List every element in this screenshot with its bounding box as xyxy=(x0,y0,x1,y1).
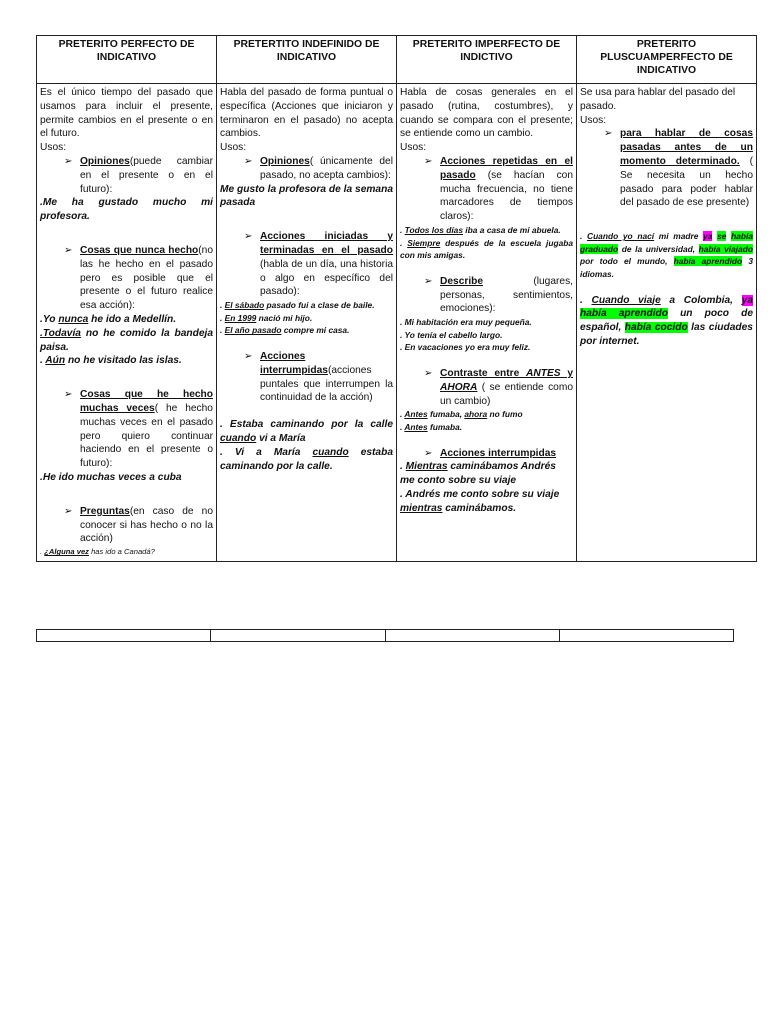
indefinido-bullet-opiniones xyxy=(220,155,393,183)
bullet-text: ( se entiende como un cambio) xyxy=(440,381,573,407)
imperfecto-bullet-describe xyxy=(400,275,573,316)
arrow-bullet-icon: ➢ xyxy=(64,155,73,167)
arrow-bullet-icon: ➢ xyxy=(244,231,253,243)
indefinido-example-6: . Vi a María cuando estaba caminando por la calle. xyxy=(220,446,393,472)
perfecto-bullet-nunca xyxy=(40,244,213,313)
imperfecto-example-5: . En vacaciones yo era muy feliz. xyxy=(400,342,531,353)
imperfecto-bullet-contraste: ➢ Contraste entre ANTES y AHORA ( se entiende como un cambio) xyxy=(424,367,574,407)
empty-cell xyxy=(37,630,211,642)
bullet-text: (lugares, personas, sentimientos, emociones): xyxy=(440,275,573,315)
arrow-bullet-icon: ➢ xyxy=(64,389,73,401)
perfecto-example-3: .Todavía no he comido la bandeja paisa. xyxy=(40,327,213,353)
imperfecto-bullet-repetidas xyxy=(400,155,573,224)
content-row xyxy=(37,84,757,562)
bullet-title: Acciones repetidas en el pasado xyxy=(440,155,573,181)
header-indefinido: PRETERTITO INDEFINIDO DE INDICATIVO xyxy=(217,36,397,84)
bullet-title: Acciones iniciadas y terminadas en el pasado xyxy=(260,231,393,256)
pluscuam-bullet-pasado xyxy=(580,127,753,210)
bullet-title: Describe xyxy=(440,275,484,287)
arrow-bullet-icon: ➢ xyxy=(424,367,433,379)
perfecto-bullet-preguntas xyxy=(40,505,213,546)
pluscuam-usos: Usos: xyxy=(580,114,607,126)
bullet-text: (habla de un día, una historia o algo en específico del pasado): xyxy=(260,258,393,298)
header-perfecto: PRETERITO PERFECTO DE INDICATIVO xyxy=(37,36,217,84)
imperfecto-example-8: . Mientras caminábamos Andrés me conto sobre su viaje xyxy=(400,461,556,487)
perfecto-usos: Usos: xyxy=(40,142,67,154)
cell-pluscuamperfecto xyxy=(577,84,757,562)
empty-table xyxy=(36,629,734,642)
bullet-text: ( he hecho muchas veces en el pasado pero quiero continuar haciendo en el presente o futuro): xyxy=(80,402,213,470)
perfecto-example-1: .Me ha gustado mucho mi profesora. xyxy=(40,197,213,223)
cell-imperfecto xyxy=(397,84,577,562)
pluscuam-example-1: . Cuando yo nací mi madre ya se había graduado de la universidad, había viajado por todo el mundo, había aprendido 3 idiomas. xyxy=(580,231,754,279)
indefinido-example-5: . Estaba caminando por la calle cuando vi a María xyxy=(220,419,393,444)
empty-cell xyxy=(385,630,559,642)
tenses-table xyxy=(36,35,757,562)
perfecto-example-5: .He ido muchas veces a cuba xyxy=(40,471,182,483)
bullet-text: (no las he hecho en el pasado pero es posible que el presente o el futuro realice esa acción): xyxy=(80,244,213,312)
empty-row xyxy=(37,630,734,642)
bullet-text: (puede cambiar en el presente o en el futuro): xyxy=(80,155,213,195)
empty-cell xyxy=(211,630,385,642)
arrow-bullet-icon: ➢ xyxy=(424,447,433,459)
imperfecto-intro: Habla de cosas generales en el pasado (rutina, costumbres), y cuando se compara con el presente; se entiende como un cambio. xyxy=(400,87,573,140)
indefinido-intro: Habla del pasado de forma puntual o específica (Acciones que iniciaron y terminaron en el pasado) no acepta cambios. xyxy=(220,87,393,140)
bullet-text: (acciones puntales que interrumpen la continuidad de la acción) xyxy=(260,364,393,404)
perfecto-example-2: .Yo nunca he ido a Medellín. xyxy=(40,313,177,325)
indefinido-example-4: . El año pasado compre mi casa. xyxy=(220,325,350,336)
arrow-bullet-icon: ➢ xyxy=(244,155,253,167)
empty-cell xyxy=(559,630,733,642)
pluscuam-intro: Se usa para hablar del pasado del pasado. xyxy=(580,87,736,112)
bullet-title: Acciones interrumpidas xyxy=(440,447,557,459)
bullet-title: Cosas que nunca hecho xyxy=(80,244,199,256)
arrow-bullet-icon: ➢ xyxy=(64,505,73,517)
perfecto-intro: Es el único tiempo del pasado que usamos para incluir el presente, permite cambios en el presente o en el futuro. xyxy=(40,87,213,140)
bullet-title: Acciones interrumpidas xyxy=(260,350,328,376)
arrow-bullet-icon: ➢ xyxy=(604,128,613,140)
indefinido-example-2: . El sábado pasado fui a clase de baile. xyxy=(220,300,375,311)
imperfecto-example-2: . Siempre después de la escuela jugaba con mis amigas. xyxy=(400,237,573,261)
cell-indefinido xyxy=(217,84,397,562)
header-row xyxy=(37,36,757,84)
bullet-title: para hablar de cosas pasadas antes de un momento determinado. xyxy=(620,128,753,167)
indefinido-example-1: Me gusto la profesora de la semana pasada xyxy=(220,183,393,209)
arrow-bullet-icon: ➢ xyxy=(424,155,433,167)
perfecto-example-4: . Aún no he visitado las islas. xyxy=(40,355,182,367)
bullet-title: Cosas que he hecho muchas veces xyxy=(80,389,213,414)
bullet-text: (en caso de no conocer si has hecho o no la acción) xyxy=(80,505,213,545)
indefinido-example-3: . En 1999 nació mi hijo. xyxy=(220,312,313,323)
imperfecto-example-3: . Mi habitación era muy pequeña. xyxy=(400,317,532,328)
arrow-bullet-icon: ➢ xyxy=(244,350,253,362)
bullet-title: Opiniones xyxy=(80,155,130,167)
bullet-title: Preguntas xyxy=(80,505,130,517)
arrow-bullet-icon: ➢ xyxy=(64,244,73,256)
imperfecto-example-4: . Yo tenía el cabello largo. xyxy=(400,329,503,340)
imperfecto-example-6: . Antes fumaba, ahora no fumo xyxy=(400,409,523,420)
perfecto-bullet-opiniones xyxy=(40,155,213,196)
cell-perfecto xyxy=(37,84,217,562)
indefinido-bullet-acciones-terminadas xyxy=(220,230,393,299)
imperfecto-bullet-interrumpidas xyxy=(400,447,573,461)
header-imperfecto: PRETERITO IMPERFECTO DE INDICTIVO xyxy=(397,36,577,84)
header-pluscuamperfecto: PRETERITO PLUSCUAMPERFECTO DE INDICATIVO xyxy=(577,36,757,84)
indefinido-bullet-interrumpidas xyxy=(220,350,393,405)
pluscuam-example-2: . Cuando viaje a Colombia, ya había aprendido un poco de español, había cocido las ciudades por internet. xyxy=(580,294,753,347)
bullet-text: ( Se necesita un hecho pasado para poder hablar del pasado de ese presente) xyxy=(620,155,753,209)
perfecto-bullet-muchas-veces xyxy=(40,388,213,471)
bullet-title: Opiniones xyxy=(260,155,310,167)
arrow-bullet-icon: ➢ xyxy=(424,275,433,287)
perfecto-example-6: . ¿Alguna vez has ido a Canadá? xyxy=(40,547,155,557)
indefinido-usos: Usos: xyxy=(220,142,247,154)
imperfecto-example-9: . Andrés me conto sobre su viaje mientras caminábamos. xyxy=(400,488,560,514)
bullet-text: ( únicamente del pasado, no acepta cambios): xyxy=(260,155,393,181)
imperfecto-usos: Usos: xyxy=(400,142,427,154)
bullet-text: (se hacían con mucha frecuencia, no tiene marcadores de tiempos claros): xyxy=(440,169,573,223)
imperfecto-example-7: . Antes fumaba. xyxy=(400,421,463,432)
imperfecto-example-1: . Todos los días iba a casa de mi abuela. xyxy=(400,224,561,235)
